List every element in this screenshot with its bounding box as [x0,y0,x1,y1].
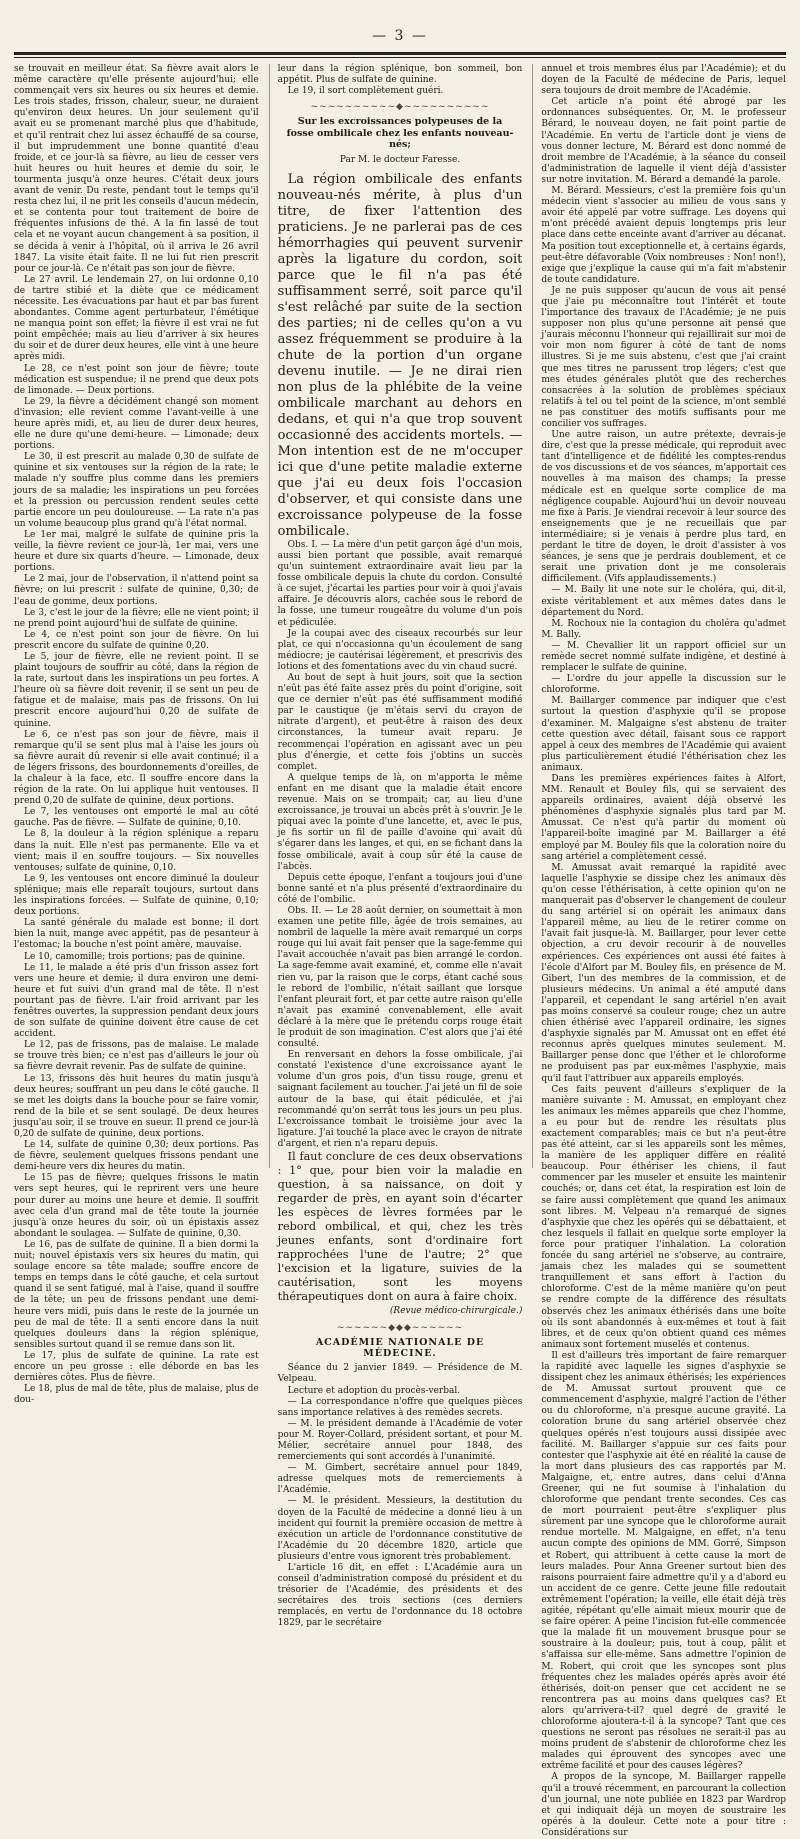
paragraph: Le 30, il est prescrit au malade 0,30 de sulfate de quinine et six ventouses sur la région de la rate; le malade n'y souffre plus comme dans les premiers jours de sa maladie; les inspirations un peu forcées et la pression ou percussion rendent seules cette partie encore un peu douloureuse. — La rate n'a pas un volume beaucoup plus grand qu'à l'état normal. [14,452,259,529]
paragraph: Dans les premières expériences faites à Alfort, MM. Renault et Bouley fils, qui se servaient des appareils ordinaires, avaient déjà observé les phénomènes d'asphyxie signalés plus tard par M. Amussat. Ce n'est qu'à partir du moment où l'appareil-boîte imaginé par M. Baillarger a été employé par M. Bouley fils que la coloration noire du sang artériel a complètement cessé. [541,774,787,862]
section-title: ACADÉMIE NATIONALE DE MÉDECINE. [315,1337,485,1360]
article-source: (Revue médico-chirurgicale.) [389,1306,523,1317]
paragraph: Le 1er mai, malgré le sulfate de quinine pris la veille, la fièvre revient ce jour-là, 1er mai, vers une heure et dure six quarts d'heure. — Limonade, deux portions. [14,529,259,574]
paragraph: Lecture et adoption du procès-verbal. [287,1385,461,1396]
paragraph: annuel et trois membres élus par l'Académie); et du doyen de la Faculté de médecine de Paris, lequel sera toujours de droit membre de l'Académie. [541,64,787,97]
paragraph: Je la coupai avec des ciseaux recourbés sur leur plat, ce qui n'occasionna qu'un écoulement de sang médiocre; je cautérisai légèrement, et prescrivis des lotions et des fomentations avec du vin chaud sucré. [277,628,523,672]
paragraph: — M. Chevallier lit un rapport officiel sur un remède secret nommé sulfate indigène, et destiné à remplacer le sulfate de quinine. [541,640,787,674]
paragraph: — M. le président. Messieurs, la destitution du doyen de la Faculté de médecine a donné lieu à un incident qui fournit la première occasion de mettre à exécution un article de l'ordonnance constitutive de l'Académie du 20 décembre 1820, article que plusieurs d'entre vous ignorent très probablement. [277,1496,523,1562]
article-author: Par M. le docteur Faresse. [339,154,461,165]
session-heading: Séance du 2 janvier 1849. — Présidence de M. Velpeau. [277,1363,523,1385]
header-rule-thin [14,57,786,58]
column-1 [14,64,259,1406]
paragraph: Je ne puis supposer qu'aucun de vous ait pensé que j'aie pu méconnaître tout l'intérêt et toute l'importance des travaux de l'Académie; je ne puis supposer non plus qu'une personne ait pensé que j'aurais méconnu l'honneur qui rejaillirait sur moi de voir mon nom figurer à côté de tant de noms illustres. Si je me suis abstenu, c'est que j'ai craint que mes titres ne parussent trop légers; c'est que mes études générales plutôt que des recherches consacrées à la solution de problèmes spéciaux relatifs à tel ou tel point de la science, m'ont semblé ne pas constituer des motifs suffisants pour me concilier vos suffrages. [541,285,787,429]
observation-2: Obs. II. — Le 28 août dernier, on soumettait à mon examen une petite fille, âgée de trois semaines, au nombril de laquelle la mère avait remarqué un corps rouge qui lui avait fait penser que la sage-femme qui l'avait accouchée n'avait pas bien arrangé le cordon. La sage-femme avait examiné, et, comme elle n'avait rien vu, par la raison que le corps, étant caché sous le rebord de l'ombilic, n'était saillant que lorsque l'enfant pleurait fort, et par cette autre raison qu'elle n'avait pas examiné convenablement, elle avait déclaré à la mère que le prétendu corps rouge était le produit de son imagination. C'est alors que j'ai été consulté. [277,905,523,1050]
paragraph: Le 19, il sort complètement guéri. [287,86,444,97]
page-number: — 3 — [372,28,428,44]
paragraph: Le 8, la douleur à la région splénique a reparu dans la nuit. Elle n'est pas permanente. Elle va et vient; mais il en souffre toujours. — Six nouvelles ventouses; sulfate de quinine, 0,10. [14,829,259,873]
paragraph: Le 28, ce n'est point son jour de fièvre; toute médication est suspendue; il ne prend que deux pots de limonade. — Deux portions. [14,363,259,396]
paragraph: Le 5, jour de fièvre, elle ne revient point. Il se plaint toujours de souffrir au côté, dans la région de la rate, surtout dans les inspirations un peu fortes. A l'heure où sa fièvre doit revenir, il se sent un peu de fatigue et de malaise, mais pas de frissons. On lui prescrit encore aujourd'hui 0,20 de sulfate de quinine. [14,651,259,729]
paragraph: — L'ordre du jour appelle la discussion sur le chloroforme. [541,674,787,696]
paragraph: Le 17, plus de sulfate de quinine. La rate est encore un peu grosse : elle déborde en bas les dernières côtes. Plus de fièvre. [14,1350,259,1384]
article-title: Sur les excroissances polypeuses de la fosse ombilicale chez les enfants nouveau-nés; [286,116,514,151]
paragraph: Il est d'ailleurs très important de faire remarquer la rapidité avec laquelle les signes d'asphyxie se dissipent chez les animaux éthérisés; les expériences de M. Amussat surtout prouvent que ce commencement d'asphyxie, malgré l'action de l'éther ou du chloroforme, n'a presque aucune gravité. La coloration brune du sang artériel observée chez quelques opérés n'est toujours aussi dissipée avec facilité. M. Baillarger s'appuie sur ces faits pour contester que l'asphyxie ait été en réalité la cause de la mort dans plusieurs des cas rapportés par M. Malgaigne, et, entre autres, dans celui d'Anna Greener, qui ne fut soumise à l'inhalation du chloroforme que pendant trente secondes. Ces cas de mort pourraient peut-être s'expliquer plus sûrement par une syncope que le chloroforme aurait rendue mortelle. M. Malgaigne, en effet, n'a tenu aucun compte des opinions de MM. Gorré, Simpson et Robert, qui attribuent à cette cause la mort de leurs malades. Pour Anna Greener surtout bien des raisons pourraient faire admettre qu'il y a d'abord eu un accident de ce genre. Cette jeune fille redoutait extrêmement l'opération; la veille, elle était déjà très agitée, répétant qu'elle aimait mieux mourir que de se faire opérer. A peine l'incision fut-elle commencée que la malade fit un mouvement brusque pour se soustraire à la douleur; puis, tout à coup, pâlit et s'affaissa sur elle-même. Sans admettre l'opinion de M. Robert, qui croit que les syncopes sont plus fréquentes chez les malades opérés après avoir été éthérisés, doit-on penser que cet accident ne se rencontrera pas au moins dans quelques cas? Et alors qu'arrivera-t-il? quel degré de gravité le chloroforme ajoutera-t-il à la syncope? Tant que ces questions ne seront pas résolues ne serait-il pas au moins prudent de s'abstenir de chloroforme chez les malades qui éprouvent des syncopes avec une extrême facilité et pour des causes légères? [541,1350,787,1772]
paragraph: Le 9, les ventouses ont encore diminué la douleur splénique; mais elle reparaît toujours, surtout dans les inspirations forcées. — Sulfate de quinine, 0,10; deux portions. [14,873,259,918]
column-2 [269,64,523,1629]
observation-1: Obs. I. — La mère d'un petit garçon âgé d'un mois, aussi bien portant que possible, avait remarqué qu'un suintement extraordinaire avait lieu par la fosse ombilicale depuis la chute du cordon. Consulté à ce sujet, j'écartai les parties pour voir à quoi j'avais affaire. Je découvris alors, cachée sous le rebord de la fosse, une tumeur rougeâtre du volume d'un pois et pédiculée. [277,539,523,628]
paragraph: Le 18, plus de mal de tête, plus de malaise, plus de dou- [14,1384,259,1406]
paragraph: — M. Gimbert, secrétaire annuel pour 1849, adresse quelques mots de remerciements à l'Académie. [277,1463,523,1496]
paragraph: M. Amussat avait remarqué la rapidité avec laquelle l'asphyxie se dissipe chez les animaux dès qu'on cesse l'éthérisation, à cette opinion qu'on ne manquerait pas d'observer le changement de couleur du sang artériel si on opérait les animaux dans l'appareil même, au lieu de le retirer comme on l'avait fait jusque-là. M. Baillarger, pour lever cette objection, a cru devoir recourir à de nouvelles expériences. Ces expériences ont aussi été faites à l'école d'Alfort par M. Bouley fils, en présence de M. Gibert, l'un des membres de la commission, et de plusieurs médecins. Un animal a été amputé dans l'appareil, et cependant le sang artériel n'en avait pas moins conservé sa couleur rouge; chez un autre chien éthérisé avec l'appareil ordinaire, les signes d'asphyxie signalés par M. Amussat ont en effet été reconnus après quelques minutes seulement. M. Baillarger pense donc que l'éther et le chloroforme ne produisent pas par eux-mêmes l'asphyxie, mais qu'il faut l'attribuer aux appareils employés. [541,862,787,1084]
paragraph: — M. Baily lit une note sur le choléra, qui, dit-il, existe véritablement et aux mêmes dates dans le département du Nord. [541,585,787,618]
paragraph: Depuis cette époque, l'enfant a toujours joui d'une bonne santé et n'a plus présenté d'extraordinaire du côté de l'ombilic. [277,872,523,905]
paragraph: Le 15 pas de fièvre; quelques frissons le matin vers sept heures, qui le reprirent vers une heure pour durer au moins une heure et demie. Il souffrit avec cela d'un grand mal de tête toute la journée jusqu'à onze heures du soir, où un épistaxis assez abondant le soulagea. — Sulfate de quinine, 0,30. [14,1173,259,1239]
paragraph: Le 4, ce n'est point son jour de fièvre. On lui prescrit encore du sulfate de quinine 0,20. [14,629,259,651]
paragraph: Ces faits peuvent d'ailleurs s'expliquer de la manière suivante : M. Amussat, en employant chez les animaux les mêmes appareils que chez l'homme, a eu pour but de rendre les résultats plus exactement comparables; mais ce but n'a peut-être pas été atteint, car si les appareils sont les mêmes, la manière de les appliquer diffère en réalité beaucoup. Pour éthériser les chiens, il faut commencer par les museler et ensuite les maintenir couchés; or, dans cet état, la respiration est loin de se faire aussi complètement que quand les animaux sont libres. M. Velpeau n'a remarqué de signes d'asphyxie que chez les opérés qui se débattaient, et chez lesquels il fallait en quelque sorte employer la force pour pratiquer l'inhalation. La coloration foncée du sang artériel ne s'observe, au contraire, jamais chez les malades qui se soumettent tranquillement et sans effort à l'action du chloroforme. C'est de la même manière qu'on peut se rendre compte de la différence des résultats observés chez les animaux éthérisés dans une boîte où ils sont abandonnés à eux-mêmes et tout à fait libres, et de ceux qu'on obtient quand ces mêmes animaux sont fortement muselés et contenus. [541,1084,787,1350]
paragraph: Le 29, la fièvre a décidément changé son moment d'invasion; elle revient comme l'avant-veille à une heure après midi, et, au lieu de durer deux heures, elle ne dure qu'une demi-heure. — Limonade; deux portions. [14,396,259,452]
paragraph: M. Bérard. Messieurs, c'est la première fois qu'un médecin vient s'associer au milieu de vous sans y avoir été appelé par votre suffrage. Les doyens qui m'ont précédé avaient depuis longtemps pris leur place dans cette enceinte avant d'arriver au décanat. Ma position tout exceptionnelle et, à certains égards, peut-être défavorable (Voix nombreuses : Non! non!), exige que j'explique la cause qui m'a fait m'abstenir de toute candidature. [541,186,787,285]
paragraph: En renversant en dehors la fosse ombilicale, j'ai constaté l'existence d'une excroissance ayant le volume d'un gros pois, d'un tissu rouge, grenu et saignant facilement au toucher. J'ai jeté un fil de soie autour de la base, qui était pédiculée, et j'ai recommandé qu'on serrât tous les jours un peu plus. L'excroissance tombait le troisième jour avec la ligature. J'ai touché la place avec le crayon de nitrate d'argent, et rien n'a reparu depuis. [277,1050,523,1149]
columns [14,64,787,1838]
paragraph: leur dans la région splénique, bon sommeil, bon appétit. Plus de sulfate de quinine. [277,64,523,86]
paragraph: Le 27 avril. Le lendemain 27, on lui ordonne 0,10 de tartre stibié et la diète que ce médicament nécessite. Les évacuations par haut et par bas furent abondantes. Comme agent perturbateur, l'émétique ne manqua point son effet; la fièvre il est vrai ne fut point empêchée; mais au lieu d'arriver à six heures du soir et de durer deux heures, elle vint à une heure après midi. [14,274,259,363]
paragraph: M. Baillarger commence par indiquer que c'est surtout la question d'asphyxie qu'il se propose d'examiner. M. Malgaigne s'est abstenu de traiter cette question avec détail, faisant sous ce rapport appel à ceux des membres de l'Académie qui avaient plus particulièrement étudié l'éthérisation chez les animaux. [541,696,787,773]
paragraph: Le 16, pas de sulfate de quinine. Il a bien dormi la nuit; nouvel épistaxis vers six heures du matin, qui soulage encore sa tête malade; souffre encore de temps en temps dans le côté gauche, et cela surtout quand il se sent fatigué, mal à l'aise, quand il souffre de la tête; un peu de frissons pendant une demi-heure vers midi, puis dans le reste de la journée un peu de mal de tête. Il a senti encore dans la nuit quelques douleurs dans la région splénique, sensibles surtout quand il se remue dans son lit. [14,1239,259,1350]
paragraph: M. Rochoux nie la contagion du choléra qu'admet M. Bally. [541,618,787,640]
header-rule-thick [14,52,786,55]
paragraph: — M. le président demande à l'Académie de voter pour M. Royer-Collard, président sortant, et pour M. Mélier, secrétaire annuel pour 1848, des remerciements qui sont accordés à l'unanimité. [277,1418,523,1463]
paragraph: Le 11, le malade a été pris d'un frisson assez fort vers une heure et demie; il dura environ une demi-heure et fut suivi d'un grand mal de tête. Il n'est pourtant pas de fièvre. L'air froid arrivant par les fenêtres ouvertes, la suppression pendant deux jours de son sulfate de quinine doivent être cause de cet accident. [14,962,259,1040]
ornament-separator: ~~~~~~◆◆◆~~~~~~ [336,1323,464,1334]
paragraph: — La correspondance n'offre que quelques pièces sans importance relatives à des remèdes secrets. [277,1396,523,1418]
paragraph: Le 14, sulfate de quinine 0,30; deux portions. Pas de fièvre, seulement quelques frissons pendant une demi-heure vers dix heures du matin. [14,1140,259,1173]
paragraph: Le 2 mai, jour de l'observation, il n'attend point sa fièvre; on lui prescrit : sulfate de quinine, 0,30; de l'eau de gomme, deux portions. [14,574,259,607]
article-conclusion: Il faut conclure de ces deux observations : 1° que, pour bien voir la maladie en question, à sa naissance, on doit y regarder de près, en ayant soin d'écarter les espèces de lèvres formées par le rebord ombilical, et qui, chez les très jeunes enfants, sont d'ordinaire fort rapprochées l'une de l'autre; 2° que l'excision et la ligature, suivies de la cautérisation, sont les moyens thérapeutiques dont on aura à faire choix. [277,1150,523,1304]
paragraph: Cet article n'a point été abrogé par les ordonnances subséquentes. Or, M. le professeur Bérard, le nouveau doyen, ne fait point partie de l'Académie. En vertu de l'article dont je viens de vous donner lecture, M. Bérard est donc nommé de droit membre de l'Académie, à la séance du conseil d'administration de laquelle il vient déjà d'assister sur notre invitation. M. Bérard a demandé la parole. [541,97,787,185]
paragraph: Le 3, c'est le jour de la fièvre; elle ne vient point; il ne prend point aujourd'hui de sulfate de quinine. [14,607,259,629]
column-3 [532,64,787,1838]
paragraph: L'article 16 dit, en effet : L'Académie aura un conseil d'administration composé du président et du trésorier de l'Académie, des présidents et des secrétaires des trois sections (ces derniers remplacés, en vertu de l'ordonnance du 18 octobre 1829, par le secrétaire [277,1563,523,1629]
paragraph: Le 10, camomille; trois portions; pas de quinine. [24,951,246,962]
paragraph: Le 13, frissons dès huit heures du matin jusqu'à deux heures; souffrant un peu dans le côté gauche. Il se met les doigts dans la bouche pour se faire vomir, rend de la bile et se sent soulagé. De deux heures jusqu'au soir, il se trouve en sueur. Il prend ce jour-là 0,20 de sulfate de quinine, deux portions. [14,1073,259,1139]
paragraph: A propos de la syncope, M. Baillarger rappelle qu'il a trouvé récemment, en parcourant la collection d'un journal, une note publiée en 1823 par Wardrop et qui indiquait déjà un moyen de soustraire les opérés à la douleur. Cette note a pour titre : Considérations sur [541,1772,787,1838]
paragraph: Le 7, les ventouses ont emporté le mal au côté gauche. Pas de fièvre. — Sulfate de quinine, 0,10. [14,807,259,829]
ornament-separator: ~~~~~~~~~~◆~~~~~~~~~~ [310,102,490,113]
paragraph: Une autre raison, un autre prétexte, devrais-je dire, c'est que la presse médicale, qui reproduit avec tant d'intelligence et de fidélité les comptes-rendus de vos discussions et de vos séances, m'apportait ces nouvelles à ma maison des champs; la presse médicale est en quelque sorte complice de ma négligence coupable. Aujourd'hui un devoir nouveau me fixe à Paris. Je viendrai recevoir à leur source des enseignements que je ne recueillais que par intermédiaire; si je venais à perdre plus tard, en perdant le titre de doyen, le droit d'assister à vos séances, je sens que je perdrais doublement, et ce serait une privation dont je me consolerais difficilement. (Vifs applaudissements.) [541,430,787,585]
paragraph: Au bout de sept à huit jours, soit que la section n'eût pas été faite assez près du point d'origine, soit que ce dernier n'eût pas été suffisamment modifié par le caustique (je m'étais servi du crayon de nitrate d'argent), et peut-être à raison des deux circonstances, la tumeur avait reparu. Je recommençai l'opération en agissant avec un peu plus d'énergie, et cette fois j'obtins un succès complet. [277,673,523,772]
paragraph: Le 6, ce n'est pas son jour de fièvre, mais il remarque qu'il se sent plus mal à l'aise les jours où sa fièvre aurait dû revenir si elle avait continué; il a de légers frissons, des bourdonnements d'oreilles, de la chaleur à la face, etc. Il souffre encore dans la région de la rate. On lui applique huit ventouses. Il prend 0,20 de sulfate de quinine, deux portions. [14,729,259,807]
paragraph: Le 12, pas de frissons, pas de malaise. Le malade se trouve très bien; ce n'est pas d'ailleurs le jour où sa fièvre devrait revenir. Pas de sulfate de quinine. [14,1040,259,1073]
article-lead: La région ombilicale des enfants nouveau-nés mérite, à plus d'un titre, de fixer l'attention des praticiens. Je ne parlerai pas de ces hémorrhagies qui peuvent survenir après la ligature du cordon, soit parce que le fil n'a pas été suffisamment serré, soit parce qu'il s'est relâché par suite de la section des parties; ni de celles qu'on a vu assez fréquemment se produire à la chute de la portion d'un organe devenu inutile. — Je ne dirai rien non plus de la phlébite de la veine ombilicale marchant au dehors en dedans, et qui n'a que trop souvent occasionné des accidents mortels. — Mon intention est de ne m'occuper ici que d'une petite maladie externe que j'ai eu deux fois l'occasion d'observer, et qui consiste dans une excroissance polypeuse de la fosse ombilicale. [277,171,523,539]
paragraph: La santé générale du malade est bonne; il dort bien la nuit, mange avec appétit, pas de pesanteur à l'estomac; la bouche n'est point amère, mauvaise. [14,918,259,951]
paragraph: se trouvait en meilleur état. Sa fièvre avait alors le même caractère qu'elle présente aujourd'hui; elle commençait vers six heures ou six heures et demie. Les trois stades, frisson, chaleur, sueur, ne duraient qu'environ deux heures. Un jour seulement qu'il avait eu se promenant marché plus que d'habitude, et qu'il rentrait chez lui assez échauffé de sa course, il but imprudemment une bonne quantité d'eau froide, et ce jour-là sa fièvre, au lieu de cesser vers huit heures ou huit heures et demie du soir, le tourmenta jusqu'à onze heures. C'était deux jours avant de venir. Du reste, pendant tout le temps qu'il resta chez lui, il ne prit les conseils d'aucun médecin, et se contenta pour tout traitement de boire de fréquentes infusions de thé. A la fin lassé de tout cela et ne voyant aucun changement à sa position, il se décida à venir à l'hôpital, où il arriva le 26 avril 1847. La visite était faite. Il ne lui fut rien prescrit pour ce jour-là. Ce n'était pas son jour de fièvre. [14,64,259,274]
paragraph: A quelque temps de là, on m'apporta le même enfant en me disant que la maladie était encore revenue. Mais on se trompait; car, au lieu d'une excroissance, je trouvai un abcès prêt à s'ouvrir. Je le piquai avec la pointe d'une lancette, et, avec le pus, je fis sortir un fil de paille d'avoine qui avait dû s'égarer dans les langes, et qui, en se fichant dans la fosse ombilicale, avait à coup sûr été la cause de l'abcès. [277,772,523,872]
